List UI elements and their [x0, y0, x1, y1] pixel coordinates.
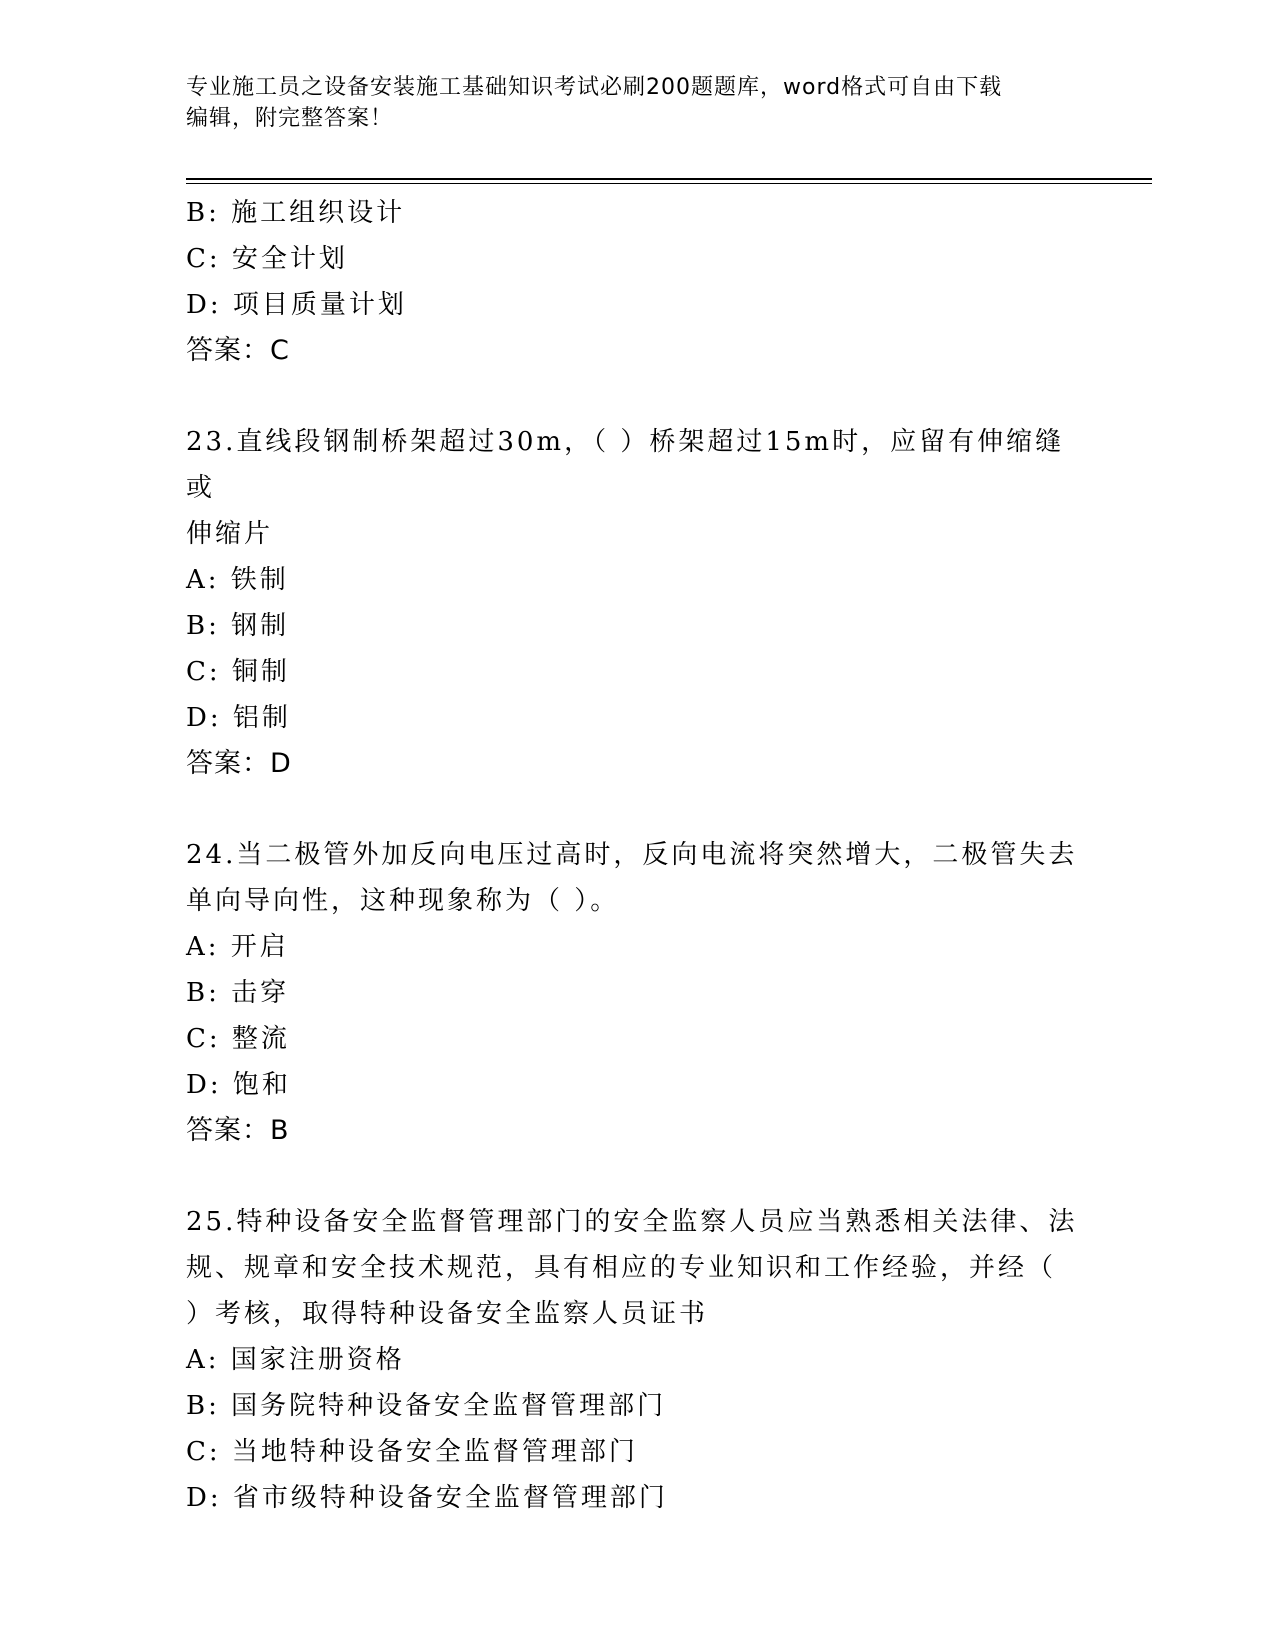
option-a: A: 铁制 — [186, 565, 289, 595]
option-a: A: 开启 — [186, 932, 289, 962]
question-25-block — [186, 1199, 1086, 1521]
question-23-block — [186, 419, 1086, 787]
header-divider-thick — [186, 178, 1152, 180]
option-b: B: 钢制 — [186, 611, 290, 641]
answer-line: 答案：B — [186, 1115, 290, 1146]
option-c: C: 铜制 — [186, 657, 290, 687]
question-text: 25.特种设备安全监督管理部门的安全监察人员应当熟悉相关法律、法 — [186, 1207, 1078, 1237]
option-d: D: 铝制 — [186, 703, 291, 733]
question-22-block — [186, 190, 1086, 374]
option-d: D: 饱和 — [186, 1070, 291, 1100]
spacer — [186, 1154, 1086, 1199]
option-b: B: 施工组织设计 — [186, 198, 406, 228]
option-c: C: 安全计划 — [186, 244, 348, 274]
page-header — [186, 72, 1066, 134]
answer-line: 答案：D — [186, 748, 292, 779]
option-c: C: 当地特种设备安全监督管理部门 — [186, 1437, 638, 1467]
spacer — [186, 787, 1086, 832]
answer-line: 答案：C — [186, 335, 290, 366]
option-c: C: 整流 — [186, 1024, 290, 1054]
header-title-line2: 编辑，附完整答案！ — [186, 106, 394, 131]
spacer — [186, 374, 1086, 419]
option-d: D: 省市级特种设备安全监督管理部门 — [186, 1483, 668, 1513]
option-b: B: 击穿 — [186, 978, 290, 1008]
question-text: ）考核，取得特种设备安全监察人员证书 — [186, 1299, 709, 1329]
question-text: 规、规章和安全技术规范，具有相应的专业知识和工作经验，并经（ — [186, 1253, 1057, 1283]
question-content — [186, 190, 1086, 1521]
question-text: 23.直线段钢制桥架超过30m，（ ）桥架超过15m时，应留有伸缩缝或 — [186, 427, 1065, 503]
header-divider-thin — [186, 183, 1152, 184]
option-b: B: 国务院特种设备安全监督管理部门 — [186, 1391, 667, 1421]
question-text: 单向导向性，这种现象称为（ ）。 — [186, 886, 620, 916]
header-title-line1: 专业施工员之设备安装施工基础知识考试必刷200题题库，word格式可自由下载 — [186, 75, 1003, 100]
option-d: D: 项目质量计划 — [186, 290, 407, 320]
question-24-block — [186, 832, 1086, 1154]
option-a: A: 国家注册资格 — [186, 1345, 405, 1375]
question-text: 24.当二极管外加反向电压过高时，反向电流将突然增大，二极管失去 — [186, 840, 1078, 870]
question-text: 伸缩片 — [186, 519, 274, 549]
